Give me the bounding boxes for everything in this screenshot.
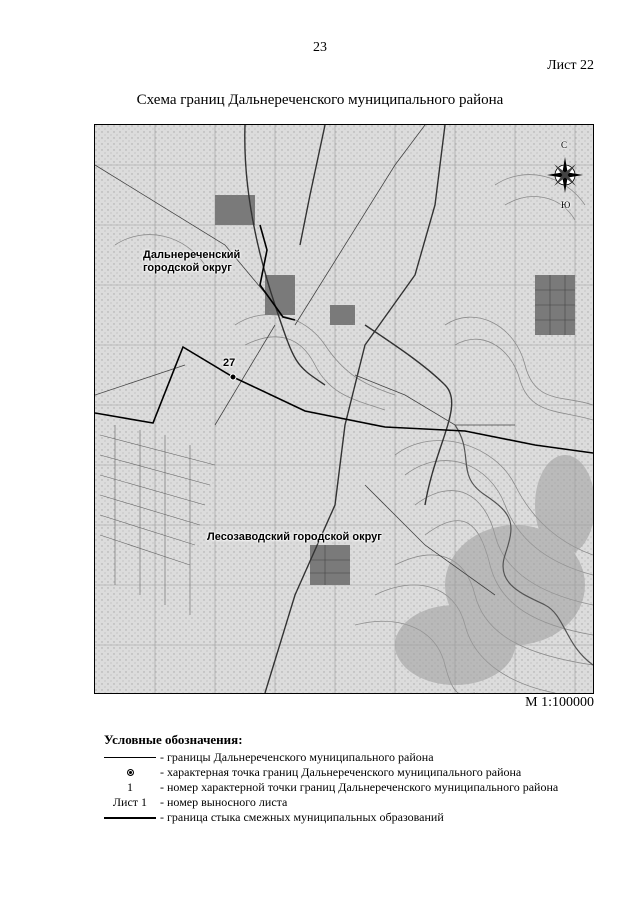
compass-south-label: Ю: [561, 200, 571, 210]
legend-title: Условные обозначения:: [104, 732, 243, 747]
legend-text: - характерная точка границ Дальнереченского муниципального района: [160, 765, 522, 779]
legend-text: - номер выносного листа: [160, 795, 288, 809]
legend-item: [104, 795, 604, 810]
north-region-label-line2: городской округ: [143, 262, 232, 274]
legend-item: [104, 765, 604, 780]
map-canvas: [95, 125, 593, 693]
legend-item: [104, 750, 604, 765]
legend-symbol-dot: [104, 769, 156, 776]
characteristic-point-27: [230, 374, 236, 380]
sheet-label: Лист 22: [547, 58, 594, 73]
legend: [104, 732, 604, 825]
legend-symbol-thick-line: [104, 817, 156, 819]
point-number-label: 27: [223, 357, 236, 369]
north-region-label-line1: Дальнереченский: [143, 249, 241, 261]
north-region-label: [143, 249, 240, 275]
legend-text: - номер характерной точки границ Дальнереченского муниципального района: [160, 780, 559, 794]
page-number: 23: [313, 40, 327, 55]
legend-item: [104, 780, 604, 795]
legend-item: [104, 810, 604, 825]
legend-text: - граница стыка смежных муниципальных образований: [160, 810, 444, 824]
map-frame: [94, 124, 594, 694]
page-title: Схема границ Дальнереченского муниципального района: [136, 92, 504, 108]
south-region-label: Лесозаводский городской округ: [207, 531, 382, 543]
legend-symbol-thin-line: [104, 757, 156, 758]
legend-symbol-number: 1: [127, 780, 133, 794]
legend-symbol-sheet: Лист 1: [112, 795, 148, 809]
map-scale: М 1:100000: [525, 695, 594, 710]
compass-north-label: С: [561, 140, 568, 150]
legend-text: - границы Дальнереченского муниципального района: [160, 750, 434, 764]
